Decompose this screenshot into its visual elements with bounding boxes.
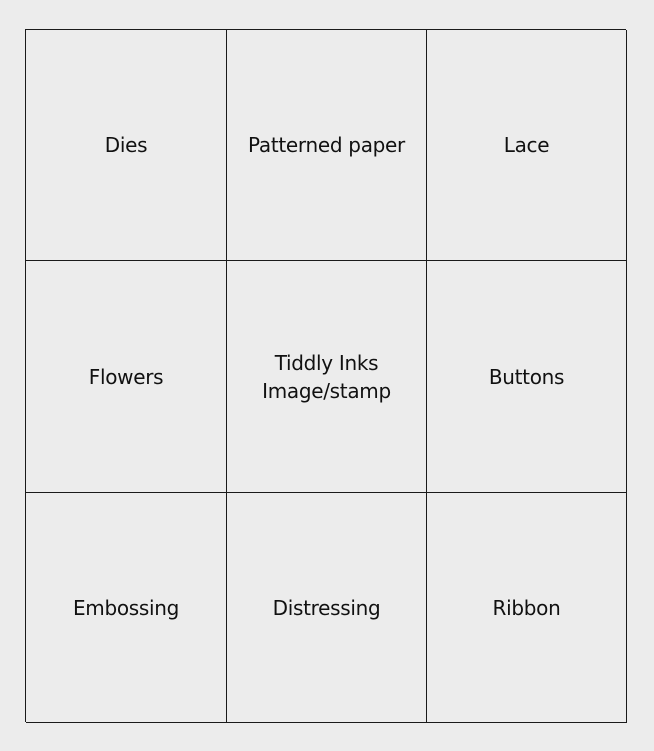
cell-label: Tiddly Inks Image/stamp: [262, 350, 391, 403]
grid-cell-tiddly-inks-image-stamp: [227, 261, 427, 493]
grid-cell-embossing: [26, 493, 227, 723]
grid-cell-ribbon: [427, 493, 627, 723]
cell-label: Flowers: [88, 364, 164, 389]
cell-label: Embossing: [72, 595, 180, 620]
grid-cell-dies: [26, 30, 227, 261]
grid-cell-flowers: [26, 261, 227, 493]
grid-cell-patterned-paper: [227, 30, 427, 261]
cell-label: Lace: [503, 133, 550, 157]
cell-label: Patterned paper: [248, 133, 405, 157]
cell-label: Distressing: [272, 595, 381, 620]
grid-cell-distressing: [227, 493, 427, 723]
grid-cell-lace: [427, 30, 627, 261]
grid-cell-buttons: [427, 261, 627, 493]
bingo-grid: [25, 29, 626, 722]
cell-label: Ribbon: [492, 595, 561, 620]
cell-label: Buttons: [488, 364, 565, 389]
cell-label: Dies: [104, 133, 148, 157]
